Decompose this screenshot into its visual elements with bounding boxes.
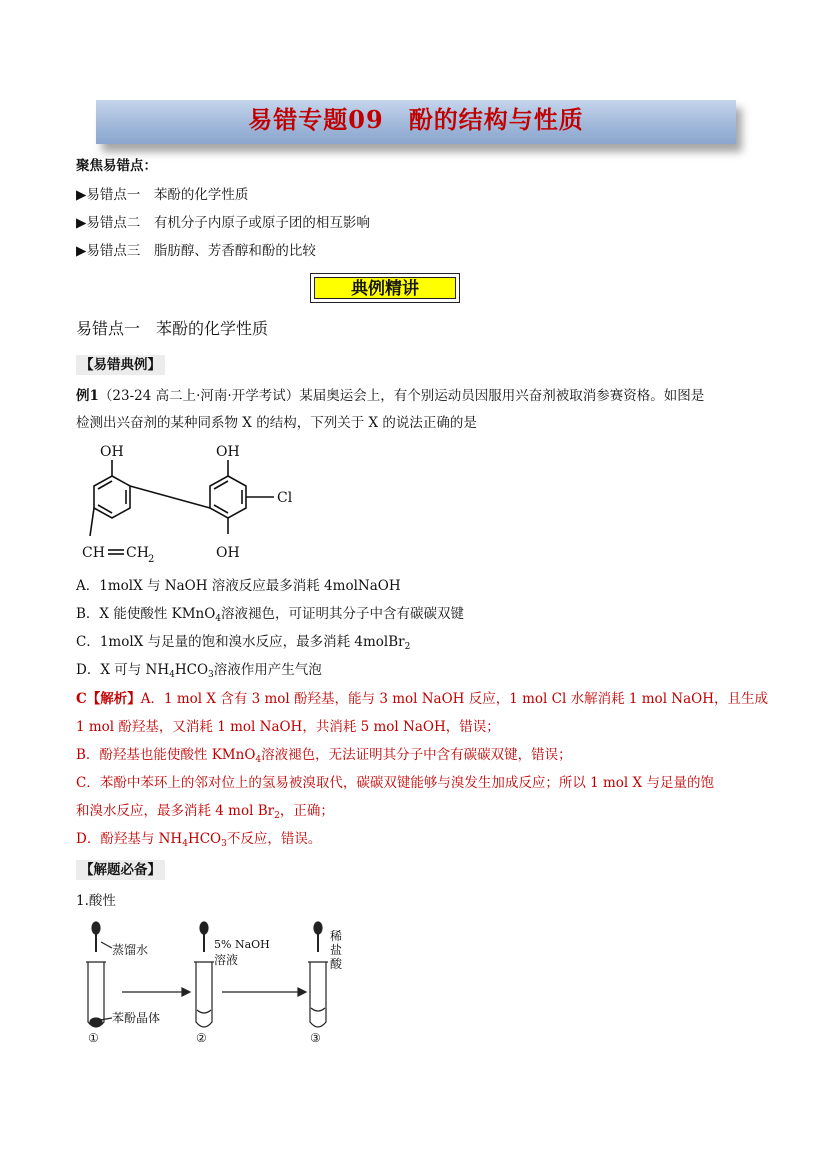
analysis-subscript-5: 2 <box>274 811 280 821</box>
arrow-2-head <box>298 988 306 996</box>
phenol-crystal <box>90 1018 102 1026</box>
dropper-bulb-3 <box>314 922 322 934</box>
option-d-text: D．X 可与 NH <box>76 662 170 678</box>
dropper-bulb-1 <box>92 922 100 934</box>
option-c <box>76 632 410 652</box>
title-banner <box>96 100 736 144</box>
option-b <box>76 604 464 624</box>
analysis-text-6a: D．酚羟基与 NH <box>76 831 183 847</box>
option-d-text-3: 溶液作用产生气泡 <box>213 662 322 678</box>
label-step-3: ③ <box>310 1031 321 1045</box>
biaryl-bond <box>130 486 210 508</box>
label-solution: 溶液 <box>214 953 239 967</box>
option-d-subscript-2: 3 <box>208 670 214 680</box>
oh-label-bottom: OH <box>216 545 240 561</box>
analysis-subscript-6a: 4 <box>182 839 188 849</box>
option-d-subscript-1: 4 <box>169 670 175 680</box>
test-tube-3 <box>310 962 326 1027</box>
focus-item-2: ▶易错点二 有机分子内原子或原子团的相互影响 <box>76 215 370 231</box>
topic-heading: 易错点一 苯酚的化学性质 <box>76 319 269 338</box>
label-acid-2: 盐 <box>330 943 343 957</box>
analysis-text-6c: 不反应，错误。 <box>226 831 322 847</box>
molecule-structure <box>60 436 320 570</box>
vinyl-bond <box>90 508 94 536</box>
page-title: 易错专题09 酚的结构与性质 <box>248 105 584 134</box>
label-crystal: 苯酚晶体 <box>112 1011 161 1025</box>
analysis-line-2: 1 mol 酚羟基，又消耗 1 mol NaOH，共消耗 5 mol NaOH，错误； <box>76 719 500 735</box>
acid-heading: 1.酸性 <box>76 893 116 909</box>
example-text-1: （23-24 高二上·河南·开学考试）某届奥运会上，有个别运动员因服用兴奋剂被取消参赛资格。如图是 <box>98 388 705 404</box>
label-naoh: 5% NaOH <box>214 938 270 951</box>
cl-label: Cl <box>277 490 293 506</box>
analysis-line-6 <box>76 829 321 849</box>
option-a: A．1molX 与 NaOH 溶液反应最多消耗 4molNaOH <box>76 578 401 594</box>
analysis-label: C【解析】 <box>76 691 141 707</box>
vinyl-ch2-subscript: 2 <box>148 554 155 565</box>
label-water: 蒸馏水 <box>112 943 149 957</box>
tag-essential: 【解题必备】 <box>76 860 165 880</box>
analysis-text-6b: HCO <box>187 831 222 847</box>
example-number: 例1 <box>76 388 99 404</box>
analysis-line-5 <box>76 801 334 821</box>
analysis-text-3b: 溶液褪色，无法证明其分子中含有碳碳双键，错误； <box>261 747 572 763</box>
right-benzene-ring <box>210 476 246 518</box>
analysis-text-5b: ，正确； <box>279 803 334 819</box>
analysis-line-4: C．苯酚中苯环上的邻对位上的氢易被溴取代，碳碳双键能够与溴发生加成反应；所以 1 mol X 与足量的饱 <box>76 775 714 791</box>
oh-label-left: OH <box>100 444 124 460</box>
analysis-line-1 <box>76 689 768 709</box>
option-c-subscript: 2 <box>404 642 411 652</box>
analysis-text-1: A．1 mol X 含有 3 mol 酚羟基，能与 3 mol NaOH 反应，1 mol Cl 水解消耗 1 mol NaOH，且生成 <box>140 691 768 707</box>
focus-item-1: ▶易错点一 苯酚的化学性质 <box>76 187 249 203</box>
vinyl-ch2-label: CH <box>126 545 149 561</box>
option-d <box>76 660 322 680</box>
analysis-text-3a: B．酚羟基也能使酸性 KMnO <box>76 747 256 763</box>
dropper-bulb-2 <box>200 922 208 934</box>
test-tube-1 <box>88 962 104 1027</box>
label-acid-1: 稀 <box>330 929 343 943</box>
focus-heading: 聚焦易错点： <box>76 158 157 174</box>
solution-level-3 <box>311 1008 325 1011</box>
analysis-subscript-3: 4 <box>255 755 262 765</box>
option-c-text: C．1molX 与足量的饱和溴水反应，最多消耗 4molBr <box>76 634 405 650</box>
tag-example: 【易错典例】 <box>76 355 165 375</box>
vinyl-ch-label: CH <box>82 545 105 561</box>
label-acid-3: 酸 <box>330 957 343 971</box>
water-pointer <box>101 942 112 948</box>
analysis-text-5a: 和溴水反应，最多消耗 4 mol Br <box>76 803 275 819</box>
section-box <box>310 273 460 303</box>
example-line-2: 检测出兴奋剂的某种同系物 X 的结构，下列关于 X 的说法正确的是 <box>76 415 477 431</box>
option-d-text-2: HCO <box>174 662 209 678</box>
oh-label-top: OH <box>216 444 240 460</box>
focus-item-3: ▶易错点三 脂肪醇、芳香醇和酚的比较 <box>76 243 316 259</box>
crystal-pointer <box>100 1018 112 1020</box>
analysis-line-3 <box>76 745 572 765</box>
option-b-subscript: 4 <box>215 614 222 624</box>
test-tube-2 <box>196 962 212 1027</box>
example-line-1 <box>76 386 704 406</box>
label-step-1: ① <box>88 1031 99 1045</box>
arrow-1-head <box>182 988 190 996</box>
left-benzene-ring <box>94 476 130 518</box>
label-step-2: ② <box>196 1031 207 1045</box>
option-b-text: B．X 能使酸性 KMnO <box>76 606 216 622</box>
analysis-subscript-6b: 3 <box>221 839 227 849</box>
solution-level-2 <box>197 1010 211 1013</box>
option-b-text-2: 溶液褪色，可证明其分子中含有碳碳双键 <box>221 606 465 622</box>
section-box-label: 典例精讲 <box>314 277 456 299</box>
experiment-diagram <box>76 918 366 1046</box>
